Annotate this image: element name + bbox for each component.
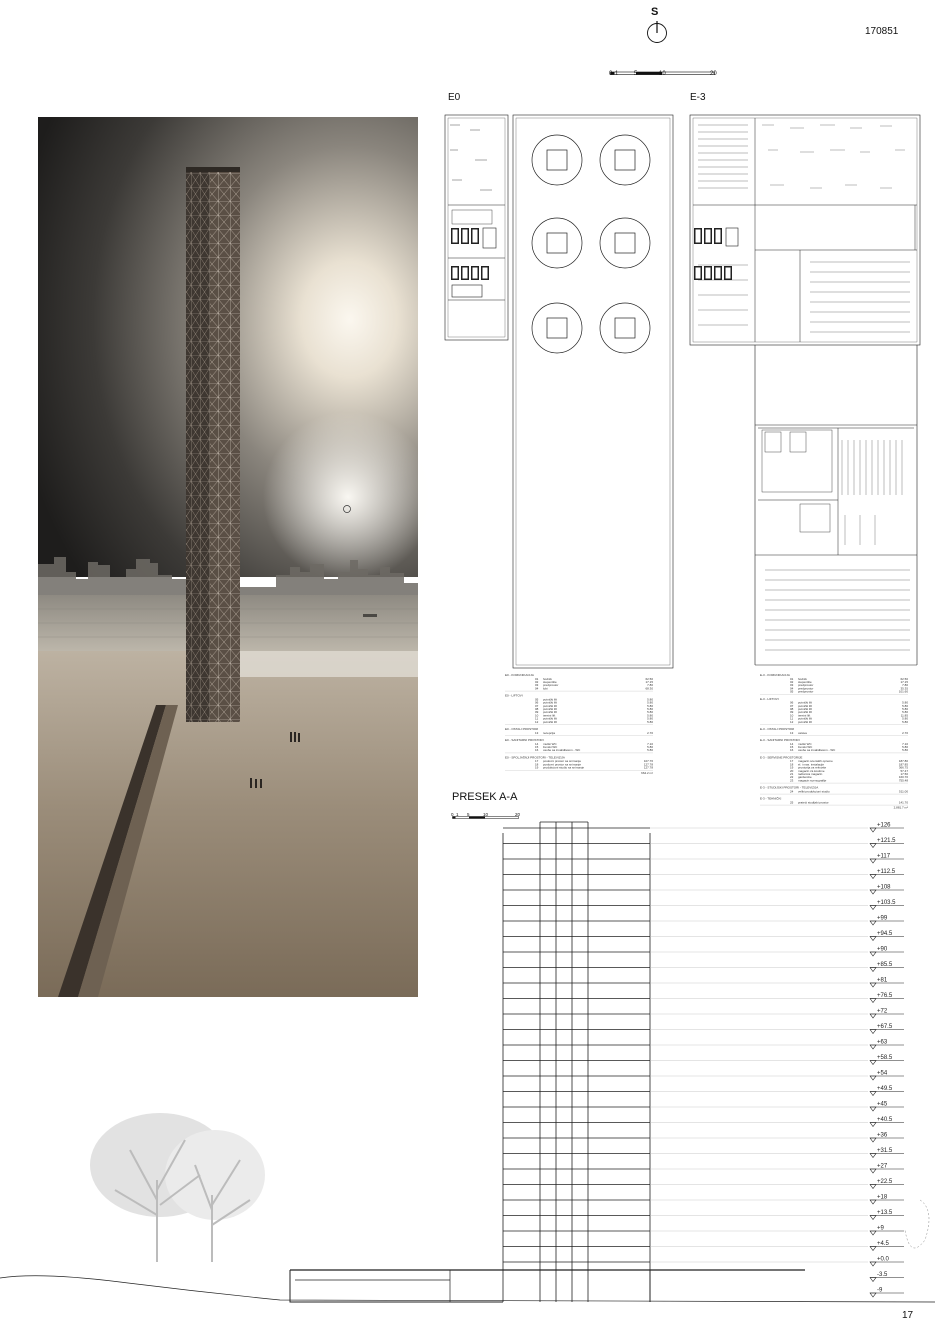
- svg-text:5.80: 5.80: [902, 748, 908, 753]
- svg-text:ženski WC: ženski WC: [798, 745, 813, 749]
- svg-text:radionica magacin: radionica magacin: [798, 772, 823, 776]
- level-marker: [870, 1086, 904, 1096]
- level-marker: [870, 854, 904, 864]
- svg-text:62.50: 62.50: [645, 676, 653, 681]
- level-marker: [870, 838, 904, 848]
- table-row: [790, 778, 908, 782]
- svg-text:01: 01: [535, 676, 539, 681]
- svg-text:5.80: 5.80: [647, 703, 653, 708]
- svg-text:ženski WC: ženski WC: [543, 745, 558, 749]
- svg-text:11: 11: [535, 716, 539, 721]
- level-label: +27: [877, 1163, 888, 1170]
- svg-text:muški WC: muški WC: [543, 741, 557, 746]
- table-row: [535, 720, 653, 724]
- tower-rendering: [38, 117, 418, 997]
- tree-illustration: [90, 1113, 265, 1262]
- svg-text:5.80: 5.80: [902, 716, 908, 721]
- level-label: +4.5: [877, 1241, 889, 1247]
- level-label: +22.5: [877, 1179, 893, 1185]
- svg-text:magacin za kostime: magacin za kostime: [798, 768, 825, 773]
- table-row: [535, 683, 653, 687]
- svg-text:poslovni prostor sa snimanje: poslovni prostor sa snimanje: [543, 759, 582, 764]
- svg-text:127.78: 127.78: [643, 762, 653, 767]
- svg-text:poslovni prostor sa snimanje: poslovni prostor sa snimanje: [543, 762, 582, 767]
- svg-text:127.78: 127.78: [643, 765, 653, 770]
- svg-text:putnički lift: putnički lift: [798, 703, 813, 708]
- table-row: [790, 731, 908, 735]
- svg-text:04: 04: [535, 686, 539, 691]
- level-label: +36: [877, 1132, 888, 1139]
- svg-text:11.85: 11.85: [900, 713, 908, 718]
- page-number: 17: [902, 1310, 914, 1321]
- svg-text:02: 02: [790, 680, 794, 684]
- plan-title-e3: E-3: [690, 92, 706, 103]
- level-marker: [870, 1272, 904, 1282]
- svg-text:17: 17: [790, 759, 794, 764]
- level-label: +49.5: [877, 1086, 893, 1092]
- svg-text:13: 13: [535, 730, 539, 735]
- svg-text:09: 09: [535, 710, 539, 715]
- svg-text:predprostor: predprostor: [798, 683, 814, 688]
- section-tick-20: 20: [515, 812, 521, 817]
- scale-tick-1: 1: [615, 71, 619, 77]
- svg-text:19: 19: [790, 765, 794, 770]
- svg-text:06: 06: [535, 700, 539, 705]
- svg-text:5.80: 5.80: [902, 745, 908, 749]
- level-marker: [870, 1040, 904, 1050]
- table-group-heading: E0 - OSTALI PROSTORI: [505, 727, 539, 731]
- level-marker: [870, 931, 904, 941]
- svg-text:18: 18: [535, 762, 539, 767]
- project-code: 170851: [865, 26, 899, 37]
- svg-text:magacin scenografije: magacin scenografije: [798, 778, 827, 783]
- svg-text:5.80: 5.80: [647, 707, 653, 711]
- sun-glow: [263, 412, 433, 582]
- level-label: +94.5: [877, 931, 893, 937]
- svg-text:03: 03: [790, 683, 794, 688]
- svg-text:17.15: 17.15: [900, 680, 908, 684]
- svg-text:putnički lift: putnički lift: [798, 719, 813, 724]
- svg-text:17.50: 17.50: [900, 772, 908, 776]
- table-row: [535, 748, 653, 752]
- table-group-heading: E-3 - TEHNIČKI: [760, 796, 782, 801]
- level-label: +40.5: [877, 1117, 893, 1123]
- level-marker: [870, 1288, 904, 1298]
- table-row: [790, 720, 908, 724]
- svg-text:5.80: 5.80: [647, 719, 653, 724]
- svg-text:7.80: 7.80: [902, 683, 908, 688]
- svg-text:putnički lift: putnički lift: [543, 716, 558, 721]
- svg-text:teretni lift: teretni lift: [798, 713, 811, 718]
- svg-text:19: 19: [535, 765, 539, 770]
- svg-text:68.30: 68.30: [645, 686, 653, 691]
- scale-tick-5: 5: [634, 71, 638, 77]
- svg-text:prostorija za rekvizite: prostorija za rekvizite: [798, 765, 827, 770]
- level-marker: [870, 1055, 904, 1065]
- table-row: [790, 789, 908, 793]
- svg-text:5.80: 5.80: [902, 700, 908, 705]
- level-label: +81: [877, 977, 888, 984]
- svg-text:5.80: 5.80: [647, 716, 653, 721]
- level-label: +90: [877, 946, 888, 953]
- svg-text:57.47: 57.47: [900, 768, 908, 773]
- svg-text:07: 07: [535, 703, 539, 708]
- svg-text:lobi: lobi: [543, 686, 548, 691]
- scale-bar: [610, 64, 722, 82]
- level-label: +112.5: [877, 869, 896, 875]
- floor-plan-e0: [445, 115, 673, 668]
- svg-text:18: 18: [790, 762, 794, 767]
- level-marker: [870, 1195, 904, 1205]
- studio-silos: [532, 135, 650, 353]
- svg-text:produkcioni studio sa snimanje: produkcioni studio sa snimanje: [543, 765, 585, 770]
- table-group-heading: E0 - SPOLJAŠNJI PROSTORI - TELEVIZIJA: [505, 755, 565, 760]
- table-group-heading: E-3 - SERVISNE PROSTORIJE: [760, 755, 803, 760]
- svg-text:35.35: 35.35: [900, 686, 908, 691]
- svg-text:el. i mas. instalacije: el. i mas. instalacije: [798, 762, 825, 767]
- svg-text:7.10: 7.10: [902, 741, 908, 746]
- svg-text:187.80: 187.80: [898, 759, 908, 764]
- scale-tick-10: 10: [659, 71, 666, 77]
- svg-text:21: 21: [790, 772, 794, 776]
- svg-text:hodnik: hodnik: [543, 676, 552, 681]
- svg-text:5.80: 5.80: [902, 710, 908, 715]
- svg-text:101.60: 101.60: [898, 689, 908, 694]
- svg-text:putnički lift: putnički lift: [798, 700, 813, 705]
- compass-icon: [644, 20, 670, 48]
- svg-text:predprostor: predprostor: [798, 689, 814, 694]
- svg-text:05: 05: [790, 689, 794, 694]
- section-tick-0: 0: [451, 812, 454, 817]
- svg-text:10: 10: [535, 713, 539, 718]
- svg-text:prateći studijski prostor: prateći studijski prostor: [798, 800, 829, 805]
- svg-text:teretni lift: teretni lift: [543, 713, 556, 718]
- table-row: [790, 800, 908, 804]
- svg-text:14: 14: [790, 741, 794, 746]
- table-row: [790, 690, 908, 694]
- level-label: +54: [877, 1070, 888, 1077]
- level-marker: [870, 1241, 904, 1251]
- svg-text:02: 02: [535, 680, 539, 684]
- level-marker: [870, 978, 904, 988]
- table-group-heading: E0 - LIFTOVI: [505, 693, 523, 698]
- svg-text:putnički lift: putnički lift: [543, 707, 558, 711]
- svg-text:62.50: 62.50: [900, 676, 908, 681]
- svg-text:187.85: 187.85: [898, 762, 908, 767]
- level-marker: [870, 947, 904, 957]
- section-title: PRESEK A-A: [452, 791, 518, 803]
- level-marker: [870, 1024, 904, 1034]
- svg-text:25: 25: [790, 800, 794, 805]
- table-group-heading: E0 - SANITARNI PROSTORI: [505, 738, 544, 742]
- svg-text:16: 16: [790, 748, 794, 753]
- scale-tick-20: 20: [710, 71, 717, 77]
- room-table-e3: [760, 672, 910, 810]
- svg-text:5.80: 5.80: [647, 710, 653, 715]
- svg-text:141.70: 141.70: [898, 800, 908, 805]
- svg-text:17.15: 17.15: [645, 680, 653, 684]
- svg-text:160.70: 160.70: [898, 775, 908, 780]
- svg-text:22: 22: [790, 775, 794, 780]
- table-group-heading: E-3 - STUDIJSKI PROSTORI - TELEVIZIJA: [760, 785, 819, 790]
- level-label: +0.0: [877, 1256, 889, 1263]
- svg-text:755.48: 755.48: [898, 778, 908, 783]
- section-tick-1: 1: [456, 812, 459, 817]
- svg-text:putnički lift: putnički lift: [798, 710, 813, 715]
- north-label: S: [651, 6, 659, 18]
- level-label: +108: [877, 884, 891, 891]
- svg-text:07: 07: [790, 703, 794, 708]
- table-group-heading: E-3 - KOMUNIKACIJA: [760, 673, 790, 677]
- svg-text:23: 23: [790, 778, 794, 783]
- svg-text:putnički lift: putnički lift: [543, 700, 558, 705]
- svg-text:366.75: 366.75: [898, 765, 908, 770]
- floor-plan-e3: [690, 115, 920, 665]
- svg-text:15: 15: [790, 745, 794, 749]
- tower-side: [186, 172, 210, 722]
- svg-text:5.80: 5.80: [647, 748, 653, 753]
- svg-text:muški WC: muški WC: [798, 741, 812, 746]
- level-marker: [870, 823, 904, 833]
- svg-text:5.80: 5.80: [902, 719, 908, 724]
- svg-text:putnički lift: putnički lift: [798, 707, 813, 711]
- level-markers: [868, 820, 908, 1310]
- level-label: +45: [877, 1101, 888, 1108]
- svg-text:08: 08: [790, 707, 794, 711]
- svg-text:20: 20: [790, 768, 794, 773]
- svg-text:putnički lift: putnički lift: [543, 710, 558, 715]
- table-row: [535, 766, 653, 770]
- svg-text:garderobe: garderobe: [798, 775, 812, 780]
- level-marker: [870, 1179, 904, 1189]
- table-row: [535, 731, 653, 735]
- svg-text:5.80: 5.80: [902, 707, 908, 711]
- section-tick-5: 5: [467, 812, 470, 817]
- svg-text:recepcija: recepcija: [543, 730, 556, 735]
- level-marker: [870, 1102, 904, 1112]
- svg-text:11: 11: [790, 716, 794, 721]
- svg-text:10: 10: [790, 713, 794, 718]
- level-label: +121.5: [877, 838, 896, 844]
- scale-bar-graphic: [610, 71, 722, 77]
- svg-text:predprostor: predprostor: [798, 686, 814, 691]
- level-marker: [870, 1257, 904, 1267]
- svg-text:04: 04: [790, 686, 794, 691]
- svg-text:putnički lift: putnički lift: [543, 697, 558, 702]
- level-marker: [870, 1226, 904, 1236]
- svg-text:7.10: 7.10: [647, 741, 653, 746]
- level-marker: [870, 916, 904, 926]
- svg-text:osobe sa invaliditetom - WC: osobe sa invaliditetom - WC: [798, 748, 836, 753]
- table-group-heading: E-3 - SANITARNI PROSTORI: [760, 738, 800, 742]
- svg-text:24: 24: [790, 789, 794, 794]
- svg-text:7.80: 7.80: [647, 683, 653, 688]
- level-marker: [870, 1071, 904, 1081]
- level-label: +99: [877, 915, 888, 922]
- level-marker: [870, 885, 904, 895]
- svg-text:osobe sa invaliditetom - WC: osobe sa invaliditetom - WC: [543, 748, 581, 753]
- level-marker: [870, 1133, 904, 1143]
- level-label: +103.5: [877, 900, 896, 906]
- plan-title-e0: E0: [448, 92, 461, 103]
- svg-text:16: 16: [535, 748, 539, 753]
- level-label: +31.5: [877, 1148, 893, 1154]
- level-label: +126: [877, 822, 891, 829]
- room-table-e0: [505, 672, 655, 792]
- level-label: +13.5: [877, 1210, 893, 1216]
- svg-text:2.70: 2.70: [902, 730, 908, 735]
- svg-text:17: 17: [535, 759, 539, 764]
- level-label: +58.5: [877, 1055, 893, 1061]
- svg-text:putnički lift: putnički lift: [543, 703, 558, 708]
- svg-text:05: 05: [535, 697, 539, 702]
- table-row: [790, 748, 908, 752]
- level-marker: [870, 1009, 904, 1019]
- table-group-heading: E0 - KOMUNIKACIJA: [505, 673, 534, 677]
- svg-text:03: 03: [535, 683, 539, 688]
- table-total: 2,881.7 m²: [893, 805, 908, 810]
- svg-text:putnički lift: putnički lift: [543, 719, 558, 724]
- svg-text:511.00: 511.00: [899, 789, 908, 794]
- svg-text:stepenište: stepenište: [798, 680, 812, 684]
- svg-text:5.80: 5.80: [647, 745, 653, 749]
- svg-text:stepenište: stepenište: [543, 680, 557, 684]
- svg-text:5.80: 5.80: [647, 700, 653, 705]
- svg-text:ostava: ostava: [798, 730, 807, 735]
- scale-tick-0: 0: [609, 71, 613, 77]
- svg-text:107.76: 107.76: [643, 759, 653, 764]
- north-arrow: [644, 6, 670, 46]
- level-label: +117: [877, 853, 891, 860]
- level-label: +9: [877, 1225, 884, 1232]
- svg-text:09: 09: [790, 710, 794, 715]
- svg-text:15: 15: [535, 745, 539, 749]
- level-marker: [870, 1117, 904, 1127]
- tower-front: [210, 167, 240, 722]
- svg-text:14: 14: [535, 741, 539, 746]
- level-marker: [870, 1164, 904, 1174]
- section-tick-10: 10: [483, 812, 489, 817]
- level-label: +76.5: [877, 993, 893, 999]
- section-scale-bar: [452, 807, 532, 821]
- svg-text:2.70: 2.70: [647, 730, 653, 735]
- level-marker: [870, 993, 904, 1003]
- table-group-heading: E-3 - LIFTOVI: [760, 696, 779, 701]
- svg-text:5.80: 5.80: [647, 713, 653, 718]
- table-total: 664.2 m²: [641, 770, 653, 775]
- level-label: +72: [877, 1008, 888, 1015]
- svg-text:5.80: 5.80: [647, 697, 653, 702]
- level-marker: [870, 900, 904, 910]
- svg-text:putnički lift: putnički lift: [798, 716, 813, 721]
- svg-text:12: 12: [535, 719, 539, 724]
- level-marker: [870, 1210, 904, 1220]
- svg-text:hodnik: hodnik: [798, 676, 807, 681]
- level-label: +85.5: [877, 962, 893, 968]
- svg-text:12: 12: [790, 719, 794, 724]
- svg-text:5.80: 5.80: [902, 703, 908, 708]
- level-label: +18: [877, 1194, 888, 1201]
- table-group-heading: E-3 - OSTALI PROSTORI: [760, 727, 795, 731]
- level-marker: [870, 1148, 904, 1158]
- svg-text:predprostor: predprostor: [543, 683, 559, 688]
- svg-text:06: 06: [790, 700, 794, 705]
- level-label: +67.5: [877, 1024, 893, 1030]
- level-label: +63: [877, 1039, 888, 1046]
- svg-text:13: 13: [790, 730, 794, 735]
- level-label: -9: [877, 1287, 883, 1294]
- svg-text:veliki produkcioni studio: veliki produkcioni studio: [798, 789, 830, 794]
- svg-text:08: 08: [535, 707, 539, 711]
- level-marker: [870, 869, 904, 879]
- svg-text:01: 01: [790, 676, 794, 681]
- level-marker: [870, 962, 904, 972]
- level-label: -3.5: [877, 1272, 888, 1278]
- svg-text:magacin scenskih opreme: magacin scenskih opreme: [798, 759, 833, 764]
